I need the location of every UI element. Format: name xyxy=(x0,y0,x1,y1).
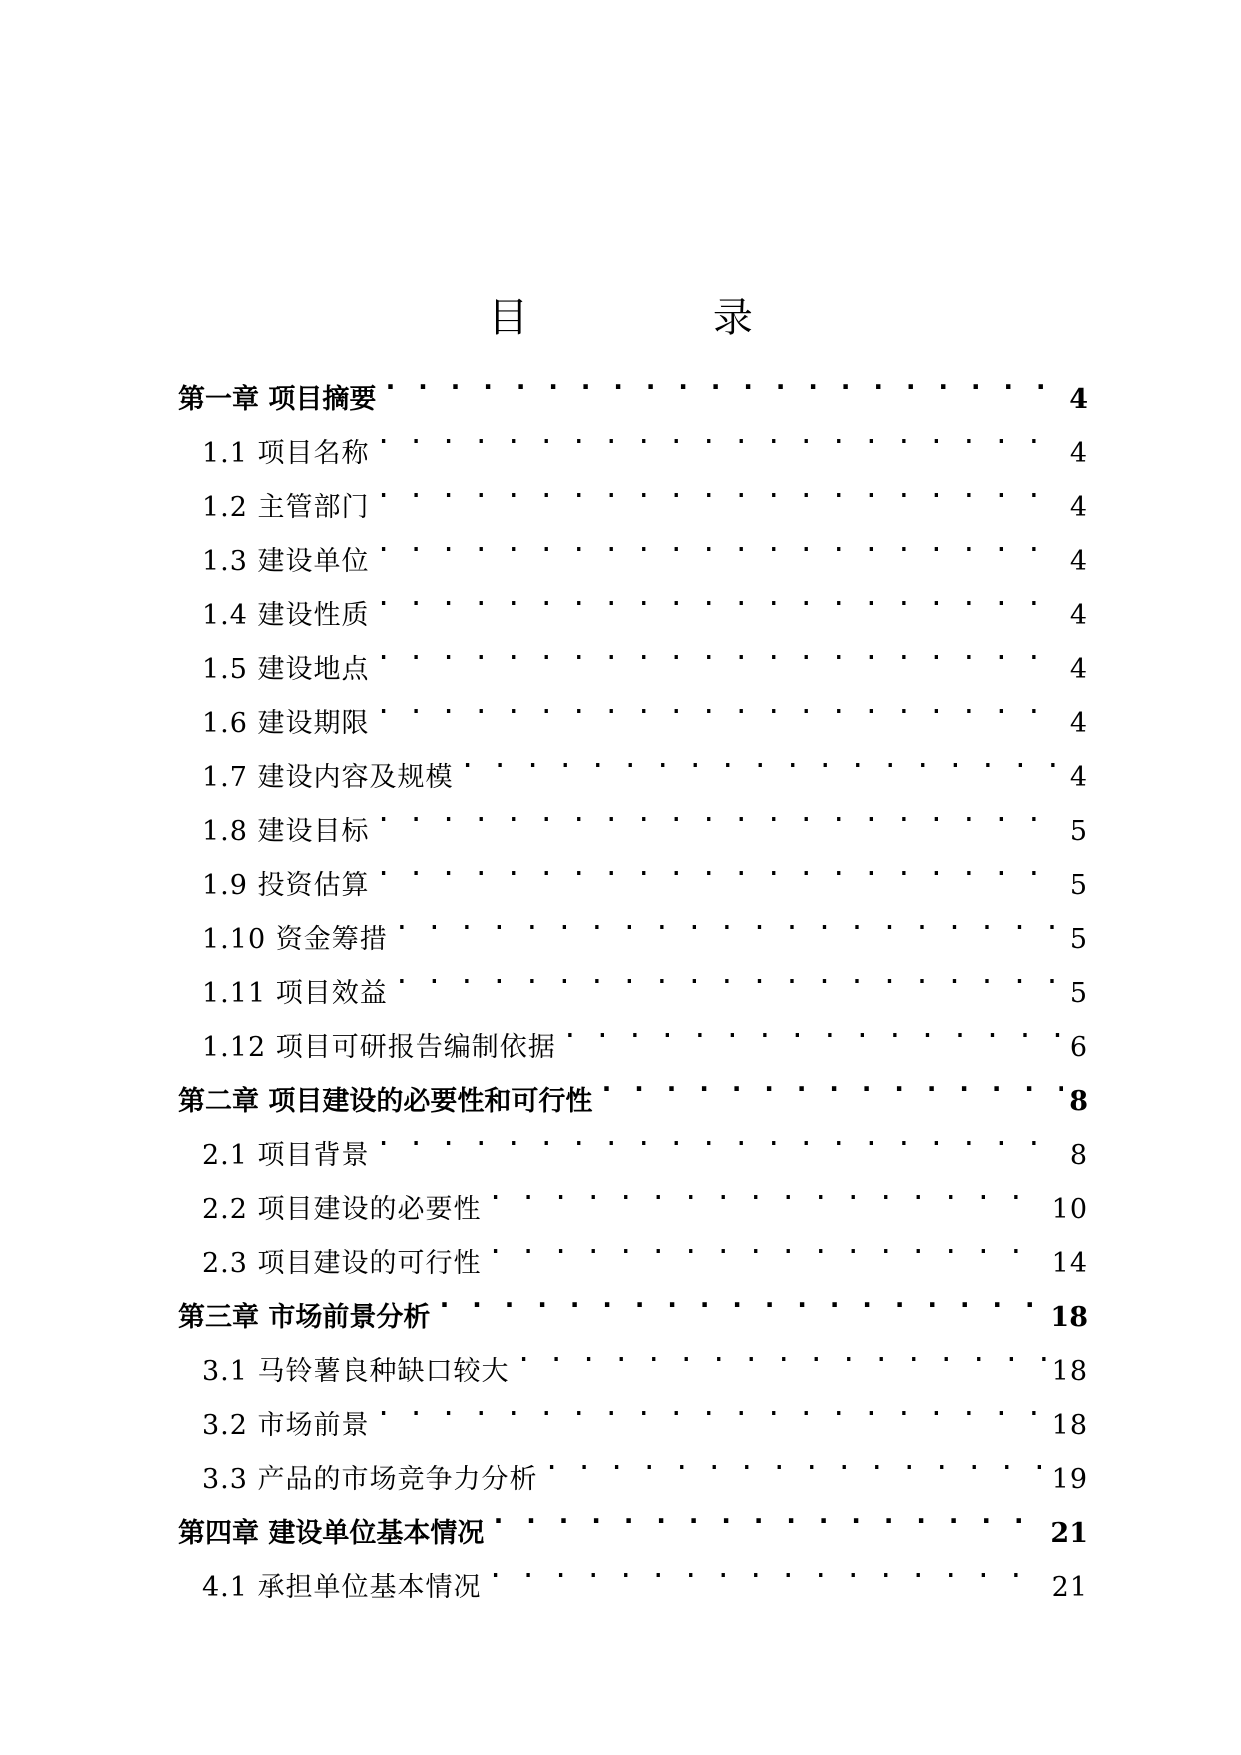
toc-title: 目 录 xyxy=(488,295,839,341)
toc-page-number: 21 xyxy=(1051,1572,1088,1603)
toc-entry-label: 1.5 建设地点 xyxy=(202,654,370,685)
toc-entry-label: 1.7 建设内容及规模 xyxy=(202,762,454,793)
toc-entry-label: 2.3 项目建设的可行性 xyxy=(202,1248,482,1279)
toc-entry-label: 4.1 承担单位基本情况 xyxy=(202,1572,482,1603)
toc-entry-label: 1.2 主管部门 xyxy=(202,492,370,523)
toc-page-number: 8 xyxy=(1069,1086,1088,1117)
toc-page-number: 5 xyxy=(1069,978,1088,1009)
toc-page-number: 18 xyxy=(1050,1302,1088,1333)
toc-page-number: 4 xyxy=(1069,492,1088,523)
toc-entry-label: 1.12 项目可研报告编制依据 xyxy=(202,1032,556,1063)
toc-entry-label: 1.3 建设单位 xyxy=(202,546,370,577)
toc-page-number: 18 xyxy=(1051,1356,1088,1387)
toc-entry-label: 第四章 建设单位基本情况 xyxy=(178,1518,485,1549)
toc-page-number: 10 xyxy=(1051,1194,1088,1225)
toc-page-number: 4 xyxy=(1069,600,1088,631)
toc-page-number: 4 xyxy=(1069,546,1088,577)
toc-page-number: 6 xyxy=(1069,1032,1088,1063)
toc-chapter-entry[interactable] xyxy=(178,354,1088,415)
toc-entry-label: 1.8 建设目标 xyxy=(202,816,370,847)
toc-entry-label: 1.6 建设期限 xyxy=(202,708,370,739)
table-of-contents xyxy=(178,354,1088,1603)
dot-leader xyxy=(376,408,1064,462)
toc-page-number: 4 xyxy=(1069,762,1088,793)
toc-page-number: 21 xyxy=(1050,1518,1088,1549)
toc-entry-label: 第三章 市场前景分析 xyxy=(178,1302,431,1333)
toc-entry-label: 3.1 马铃薯良种缺口较大 xyxy=(202,1356,510,1387)
toc-entry-label: 1.11 项目效益 xyxy=(202,978,388,1009)
toc-page-number: 4 xyxy=(1069,438,1088,469)
toc-page-number: 18 xyxy=(1051,1410,1088,1441)
toc-entry-label: 2.1 项目背景 xyxy=(202,1140,370,1171)
dot-leader xyxy=(394,948,1064,1002)
dot-leader xyxy=(376,1110,1064,1164)
toc-entry-label: 2.2 项目建设的必要性 xyxy=(202,1194,482,1225)
dot-leader xyxy=(376,678,1064,732)
dot-leader xyxy=(436,1272,1044,1326)
dot-leader xyxy=(490,1488,1044,1542)
dot-leader xyxy=(382,354,1063,408)
toc-entry-label: 1.10 资金筹措 xyxy=(202,924,388,955)
dot-leader xyxy=(488,1164,1046,1218)
dot-leader xyxy=(460,732,1064,786)
toc-page-number: 8 xyxy=(1069,1140,1088,1171)
dot-leader xyxy=(544,1434,1046,1488)
toc-entry-label: 1.9 投资估算 xyxy=(202,870,370,901)
toc-entry-label: 第一章 项目摘要 xyxy=(178,384,377,415)
toc-entry-label: 3.3 产品的市场竞争力分析 xyxy=(202,1464,538,1495)
dot-leader xyxy=(516,1326,1046,1380)
dot-leader xyxy=(376,840,1064,894)
toc-page-number: 5 xyxy=(1069,816,1088,847)
dot-leader xyxy=(394,894,1064,948)
dot-leader xyxy=(488,1542,1046,1596)
toc-entry-label: 1.1 项目名称 xyxy=(202,438,370,469)
dot-leader xyxy=(562,1002,1064,1056)
toc-page-number: 19 xyxy=(1051,1464,1088,1495)
dot-leader xyxy=(376,624,1064,678)
toc-page-number: 14 xyxy=(1051,1248,1088,1279)
toc-entry-label: 第二章 项目建设的必要性和可行性 xyxy=(178,1086,593,1117)
dot-leader xyxy=(488,1218,1046,1272)
dot-leader xyxy=(376,570,1064,624)
toc-page-number: 4 xyxy=(1069,384,1088,415)
toc-entry-label: 3.2 市场前景 xyxy=(202,1410,370,1441)
toc-entry-label: 1.4 建设性质 xyxy=(202,600,370,631)
dot-leader xyxy=(376,1380,1046,1434)
toc-page-number: 5 xyxy=(1069,924,1088,955)
dot-leader xyxy=(598,1056,1063,1110)
toc-page-number: 5 xyxy=(1069,870,1088,901)
toc-page-number: 4 xyxy=(1069,708,1088,739)
dot-leader xyxy=(376,516,1064,570)
dot-leader xyxy=(376,786,1064,840)
dot-leader xyxy=(376,462,1064,516)
toc-page-number: 4 xyxy=(1069,654,1088,685)
